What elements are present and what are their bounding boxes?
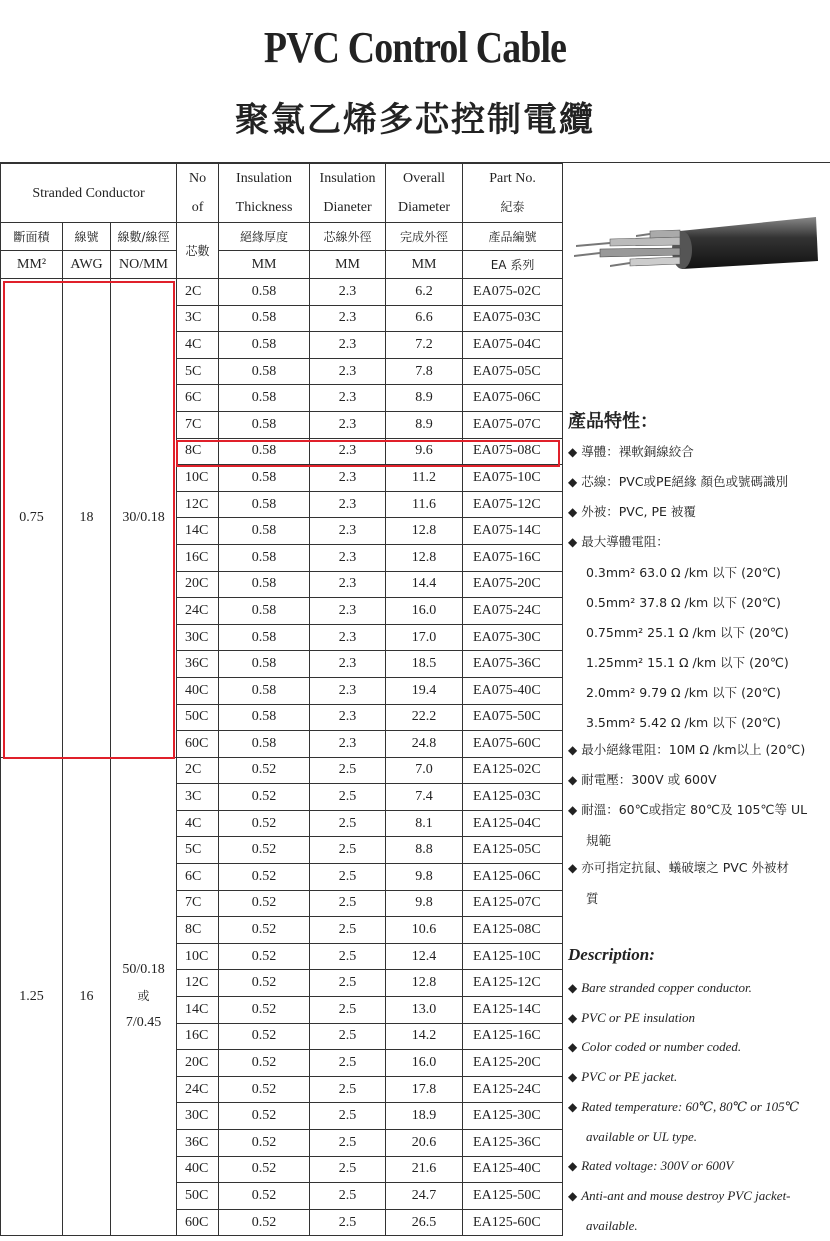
feature-item: ◆ 最大導體電阻：	[568, 534, 669, 549]
part-no-cell: EA075-24C	[463, 598, 563, 625]
thickness-cell: 0.52	[219, 810, 310, 837]
thickness-cell: 0.52	[219, 1023, 310, 1050]
resistance-item: 0.5mm² 37.8 Ω /km 以下 (20℃)	[586, 595, 781, 610]
part-no-cell: EA075-05C	[463, 358, 563, 385]
ins-diameter-cell: 2.3	[310, 332, 386, 359]
feature-item: ◆ 最小絕緣電阻：10M Ω /km以上 (20℃)	[568, 742, 806, 757]
page-title: PVC Control Cable	[263, 23, 567, 72]
thickness-cell: 0.52	[219, 890, 310, 917]
overall-cell: 7.4	[386, 784, 463, 811]
core-cell: 30C	[177, 1103, 219, 1130]
part-no-cell: EA125-10C	[463, 943, 563, 970]
ins-diameter-cell: 2.3	[310, 677, 386, 704]
area-cell: 1.25	[1, 757, 63, 1236]
thickness-cell: 0.52	[219, 943, 310, 970]
resistance-item: 0.3mm² 63.0 Ω /km 以下 (20℃)	[586, 565, 781, 580]
ins-diameter-cell: 2.5	[310, 1076, 386, 1103]
core-cell: 14C	[177, 518, 219, 545]
ins-diameter-cell: 2.3	[310, 465, 386, 492]
part-no-cell: EA125-12C	[463, 970, 563, 997]
ins-diameter-cell: 2.5	[310, 810, 386, 837]
feature-continuation: 規範	[586, 833, 612, 848]
overall-cell: 17.8	[386, 1076, 463, 1103]
part-no-cell: EA125-30C	[463, 1103, 563, 1130]
description-item: ◆ PVC or PE jacket.	[568, 1069, 678, 1084]
core-cell: 14C	[177, 997, 219, 1024]
thickness-cell: 0.52	[219, 1130, 310, 1157]
thickness-cell: 0.52	[219, 757, 310, 784]
core-cell: 4C	[177, 810, 219, 837]
overall-cell: 26.5	[386, 1209, 463, 1236]
description-title: Description:	[568, 945, 655, 964]
core-cell: 40C	[177, 1156, 219, 1183]
ins-diameter-cell: 2.3	[310, 438, 386, 465]
thickness-cell: 0.58	[219, 305, 310, 332]
header-overall-diameter: Overall Diameter	[386, 164, 463, 223]
ins-diameter-cell: 2.3	[310, 651, 386, 678]
part-no-cell: EA125-02C	[463, 757, 563, 784]
unit-thickness: MM	[219, 251, 310, 279]
core-cell: 24C	[177, 1076, 219, 1103]
ins-diameter-cell: 2.5	[310, 784, 386, 811]
ins-diameter-cell: 2.3	[310, 491, 386, 518]
part-no-cell: EA125-04C	[463, 810, 563, 837]
header-insulation-thickness: Insulation Thickness	[219, 164, 310, 223]
part-no-cell: EA075-60C	[463, 731, 563, 758]
thickness-cell: 0.58	[219, 731, 310, 758]
core-cell: 50C	[177, 704, 219, 731]
feature-item: ◆ 芯線：PVC或PE絕緣 顏色或號碼識別	[568, 474, 788, 489]
part-no-cell: EA125-03C	[463, 784, 563, 811]
ins-diameter-cell: 2.5	[310, 1050, 386, 1077]
part-no-cell: EA075-40C	[463, 677, 563, 704]
ins-diameter-cell: 2.3	[310, 385, 386, 412]
part-no-cell: EA075-02C	[463, 279, 563, 306]
overall-cell: 12.8	[386, 544, 463, 571]
ins-diameter-cell: 2.5	[310, 1130, 386, 1157]
description-item: ◆ Color coded or number coded.	[568, 1039, 742, 1054]
thickness-cell: 0.58	[219, 491, 310, 518]
core-cell: 3C	[177, 305, 219, 332]
thickness-cell: 0.58	[219, 598, 310, 625]
header-zh-awg: 線號	[63, 223, 111, 251]
unit-area: MM²	[1, 251, 63, 279]
part-no-cell: EA125-24C	[463, 1076, 563, 1103]
core-cell: 24C	[177, 598, 219, 625]
overall-cell: 8.9	[386, 385, 463, 412]
core-cell: 6C	[177, 385, 219, 412]
thickness-cell: 0.58	[219, 465, 310, 492]
ins-diameter-cell: 2.5	[310, 917, 386, 944]
feature-item: ◆ 導體：裸軟銅線絞合	[568, 444, 694, 459]
core-cell: 3C	[177, 784, 219, 811]
ins-diameter-cell: 2.5	[310, 864, 386, 891]
overall-cell: 24.7	[386, 1183, 463, 1210]
thickness-cell: 0.58	[219, 332, 310, 359]
thickness-cell: 0.52	[219, 997, 310, 1024]
thickness-cell: 0.58	[219, 385, 310, 412]
thickness-cell: 0.52	[219, 837, 310, 864]
core-cell: 7C	[177, 411, 219, 438]
thickness-cell: 0.52	[219, 1183, 310, 1210]
core-cell: 30C	[177, 624, 219, 651]
overall-cell: 11.6	[386, 491, 463, 518]
part-no-cell: EA125-20C	[463, 1050, 563, 1077]
thickness-cell: 0.52	[219, 1050, 310, 1077]
ins-diameter-cell: 2.5	[310, 1209, 386, 1236]
ins-diameter-cell: 2.3	[310, 544, 386, 571]
core-cell: 8C	[177, 917, 219, 944]
overall-cell: 8.1	[386, 810, 463, 837]
ins-diameter-cell: 2.3	[310, 704, 386, 731]
right-panel	[562, 163, 830, 1241]
description-item: ◆ Rated voltage: 300V or 600V	[568, 1158, 734, 1173]
part-no-cell: EA125-50C	[463, 1183, 563, 1210]
part-no-cell: EA125-08C	[463, 917, 563, 944]
strand-cell: 50/0.18 或 7/0.45	[111, 757, 177, 1236]
part-no-cell: EA125-40C	[463, 1156, 563, 1183]
overall-cell: 7.2	[386, 332, 463, 359]
ins-diameter-cell: 2.3	[310, 624, 386, 651]
core-cell: 6C	[177, 864, 219, 891]
overall-cell: 12.4	[386, 943, 463, 970]
part-no-cell: EA075-06C	[463, 385, 563, 412]
thickness-cell: 0.52	[219, 917, 310, 944]
overall-cell: 7.0	[386, 757, 463, 784]
core-cell: 50C	[177, 1183, 219, 1210]
part-no-cell: EA075-20C	[463, 571, 563, 598]
overall-cell: 14.4	[386, 571, 463, 598]
overall-cell: 8.9	[386, 411, 463, 438]
part-no-cell: EA075-30C	[463, 624, 563, 651]
overall-cell: 12.8	[386, 518, 463, 545]
header-stranded-conductor: Stranded Conductor	[1, 164, 177, 223]
ins-diameter-cell: 2.5	[310, 1023, 386, 1050]
description-continuation: available or UL type.	[586, 1129, 697, 1144]
core-cell: 7C	[177, 890, 219, 917]
unit-awg: AWG	[63, 251, 111, 279]
core-cell: 16C	[177, 544, 219, 571]
ins-diameter-cell: 2.3	[310, 571, 386, 598]
table-row	[1, 279, 563, 306]
header-zh-part: 產品編號	[463, 223, 563, 251]
description-item: ◆ Rated temperature: 60℃, 80℃ or 105℃	[568, 1099, 800, 1114]
part-no-cell: EA125-06C	[463, 864, 563, 891]
overall-cell: 9.8	[386, 864, 463, 891]
part-no-cell: EA075-50C	[463, 704, 563, 731]
resistance-item: 3.5mm² 5.42 Ω /km 以下 (20℃)	[586, 715, 781, 730]
ins-diameter-cell: 2.5	[310, 890, 386, 917]
header-zh-area: 斷面積	[1, 223, 63, 251]
part-no-cell: EA125-07C	[463, 890, 563, 917]
core-cell: 20C	[177, 571, 219, 598]
description-item: ◆ Bare stranded copper conductor.	[568, 980, 752, 995]
core-cell: 2C	[177, 279, 219, 306]
resistance-item: 0.75mm² 25.1 Ω /km 以下 (20℃)	[586, 625, 789, 640]
core-cell: 12C	[177, 491, 219, 518]
overall-cell: 6.2	[386, 279, 463, 306]
description-item: ◆ PVC or PE insulation	[568, 1010, 695, 1025]
header-part-no: Part No. 紀泰	[463, 164, 563, 223]
overall-cell: 8.8	[386, 837, 463, 864]
ins-diameter-cell: 2.5	[310, 757, 386, 784]
core-cell: 2C	[177, 757, 219, 784]
features-title: 產品特性：	[568, 411, 658, 432]
header-zh-core: 芯數	[177, 223, 219, 279]
header-zh-overall: 完成外徑	[386, 223, 463, 251]
thickness-cell: 0.58	[219, 518, 310, 545]
overall-cell: 7.8	[386, 358, 463, 385]
thickness-cell: 0.52	[219, 1076, 310, 1103]
thickness-cell: 0.58	[219, 544, 310, 571]
thickness-cell: 0.58	[219, 571, 310, 598]
thickness-cell: 0.52	[219, 970, 310, 997]
ins-diameter-cell: 2.5	[310, 970, 386, 997]
overall-cell: 10.6	[386, 917, 463, 944]
core-cell: 20C	[177, 1050, 219, 1077]
part-no-cell: EA125-05C	[463, 837, 563, 864]
ins-diameter-cell: 2.5	[310, 1103, 386, 1130]
overall-cell: 24.8	[386, 731, 463, 758]
core-cell: 12C	[177, 970, 219, 997]
description-item: ◆ Anti-ant and mouse destroy PVC jacket-	[568, 1188, 791, 1203]
thickness-cell: 0.52	[219, 864, 310, 891]
header-insulation-diameter: Insulation Dianeter	[310, 164, 386, 223]
core-cell: 60C	[177, 1209, 219, 1236]
thickness-cell: 0.52	[219, 1156, 310, 1183]
overall-cell: 18.9	[386, 1103, 463, 1130]
feature-item: ◆ 耐溫：60℃或指定 80℃及 105℃等 UL	[568, 802, 808, 817]
header-no-of-core: No of	[177, 164, 219, 223]
overall-cell: 19.4	[386, 677, 463, 704]
area-cell: 0.75	[1, 279, 63, 758]
part-no-cell: EA075-07C	[463, 411, 563, 438]
thickness-cell: 0.58	[219, 411, 310, 438]
overall-cell: 13.0	[386, 997, 463, 1024]
part-no-cell: EA075-36C	[463, 651, 563, 678]
ins-diameter-cell: 2.3	[310, 279, 386, 306]
core-cell: 60C	[177, 731, 219, 758]
overall-cell: 16.0	[386, 1050, 463, 1077]
overall-cell: 14.2	[386, 1023, 463, 1050]
thickness-cell: 0.52	[219, 784, 310, 811]
part-no-cell: EA125-60C	[463, 1209, 563, 1236]
header-zh-thickness: 絕緣厚度	[219, 223, 310, 251]
feature-item: ◆ 外被：PVC, PE 被覆	[568, 504, 696, 519]
thickness-cell: 0.52	[219, 1103, 310, 1130]
ins-diameter-cell: 2.3	[310, 518, 386, 545]
header-zh-ins-diameter: 芯線外徑	[310, 223, 386, 251]
strand-cell: 30/0.18	[111, 279, 177, 758]
thickness-cell: 0.58	[219, 279, 310, 306]
core-cell: 36C	[177, 1130, 219, 1157]
part-no-cell: EA125-16C	[463, 1023, 563, 1050]
feature-item: ◆ 耐電壓：300V 或 600V	[568, 772, 717, 787]
core-cell: 5C	[177, 358, 219, 385]
thickness-cell: 0.52	[219, 1209, 310, 1236]
header-zh-strand: 線數/線徑	[111, 223, 177, 251]
description-continuation: available.	[586, 1218, 638, 1233]
part-no-cell: EA075-03C	[463, 305, 563, 332]
thickness-cell: 0.58	[219, 358, 310, 385]
ins-diameter-cell: 2.3	[310, 731, 386, 758]
ins-diameter-cell: 2.3	[310, 598, 386, 625]
part-no-cell: EA075-10C	[463, 465, 563, 492]
part-no-cell: EA125-14C	[463, 997, 563, 1024]
feature-item: ◆ 亦可指定抗鼠、蟻破壞之 PVC 外被材	[568, 860, 789, 875]
core-cell: 16C	[177, 1023, 219, 1050]
part-no-cell: EA125-36C	[463, 1130, 563, 1157]
overall-cell: 18.5	[386, 651, 463, 678]
core-cell: 40C	[177, 677, 219, 704]
page-subtitle: 聚氯乙烯多芯控制電纜	[235, 100, 595, 140]
thickness-cell: 0.58	[219, 651, 310, 678]
core-cell: 36C	[177, 651, 219, 678]
thickness-cell: 0.58	[219, 677, 310, 704]
core-cell: 8C	[177, 438, 219, 465]
ins-diameter-cell: 2.3	[310, 305, 386, 332]
ins-diameter-cell: 2.5	[310, 943, 386, 970]
overall-cell: 12.8	[386, 970, 463, 997]
ins-diameter-cell: 2.3	[310, 411, 386, 438]
resistance-item: 2.0mm² 9.79 Ω /km 以下 (20℃)	[586, 685, 781, 700]
unit-part: EA 系列	[463, 251, 563, 279]
ins-diameter-cell: 2.3	[310, 358, 386, 385]
awg-cell: 16	[63, 757, 111, 1236]
part-no-cell: EA075-04C	[463, 332, 563, 359]
ins-diameter-cell: 2.5	[310, 1183, 386, 1210]
part-no-cell: EA075-14C	[463, 518, 563, 545]
ins-diameter-cell: 2.5	[310, 997, 386, 1024]
core-cell: 10C	[177, 943, 219, 970]
overall-cell: 21.6	[386, 1156, 463, 1183]
cable-image	[570, 209, 822, 279]
ins-diameter-cell: 2.5	[310, 1156, 386, 1183]
core-cell: 4C	[177, 332, 219, 359]
overall-cell: 6.6	[386, 305, 463, 332]
overall-cell: 17.0	[386, 624, 463, 651]
table-row	[1, 757, 563, 784]
resistance-item: 1.25mm² 15.1 Ω /km 以下 (20℃)	[586, 655, 789, 670]
overall-cell: 9.6	[386, 438, 463, 465]
part-no-cell: EA075-12C	[463, 491, 563, 518]
unit-overall: MM	[386, 251, 463, 279]
unit-ins-diameter: MM	[310, 251, 386, 279]
core-cell: 10C	[177, 465, 219, 492]
awg-cell: 18	[63, 279, 111, 758]
overall-cell: 22.2	[386, 704, 463, 731]
feature-continuation: 質	[586, 891, 599, 906]
thickness-cell: 0.58	[219, 438, 310, 465]
part-no-cell: EA075-08C	[463, 438, 563, 465]
overall-cell: 20.6	[386, 1130, 463, 1157]
thickness-cell: 0.58	[219, 624, 310, 651]
core-cell: 5C	[177, 837, 219, 864]
part-no-cell: EA075-16C	[463, 544, 563, 571]
unit-strand: NO/MM	[111, 251, 177, 279]
overall-cell: 11.2	[386, 465, 463, 492]
overall-cell: 16.0	[386, 598, 463, 625]
ins-diameter-cell: 2.5	[310, 837, 386, 864]
overall-cell: 9.8	[386, 890, 463, 917]
thickness-cell: 0.58	[219, 704, 310, 731]
spec-table	[0, 163, 563, 1236]
